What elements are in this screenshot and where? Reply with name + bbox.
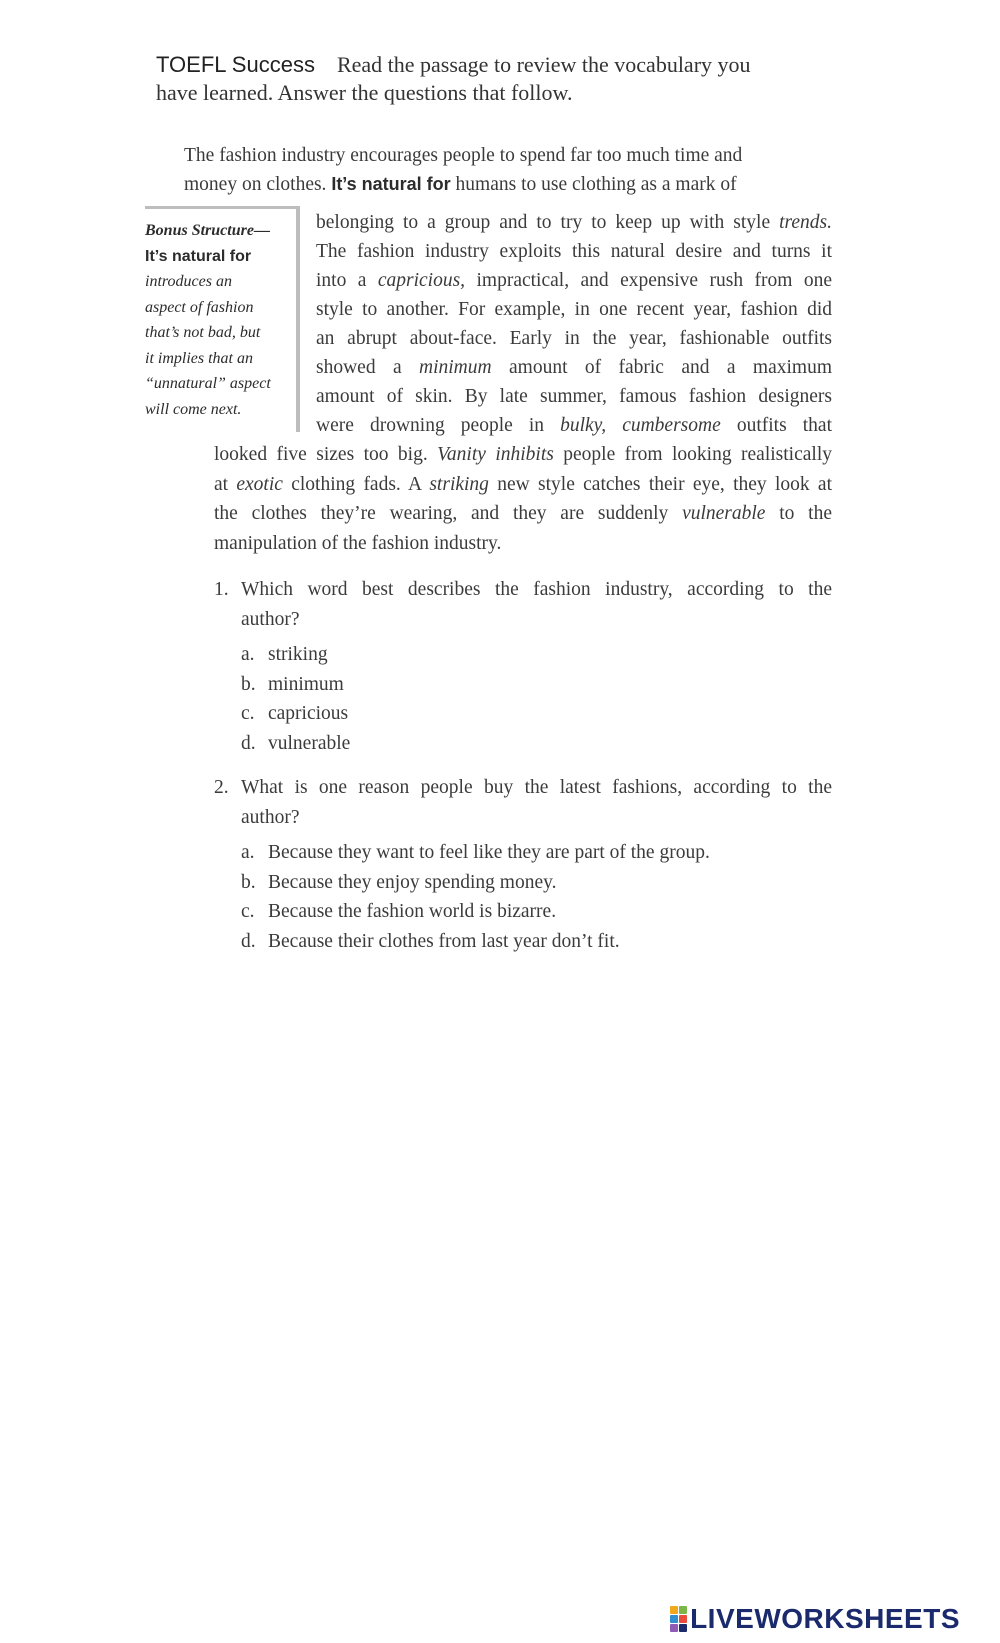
logo-text: LIVEWORKSHEETS: [690, 1603, 960, 1634]
question-text: author?: [241, 807, 300, 828]
option-item[interactable]: b. minimum: [241, 673, 344, 695]
question-number: 2.: [214, 777, 229, 798]
passage-text: money on clothes.: [184, 174, 332, 195]
sidebar-line: will come next.: [145, 400, 242, 418]
passage-text: humans to use clothing as a mark of: [450, 174, 737, 195]
question-text: What is one reason people buy the latest fashions, according to the: [241, 777, 832, 798]
question-1: [214, 575, 832, 758]
sidebar-phrase: It’s natural for: [145, 247, 252, 265]
logo-square: [670, 1615, 678, 1623]
header: [156, 52, 836, 106]
liveworksheets-logo-icon: [670, 1606, 687, 1632]
sidebar-line: introduces an: [145, 273, 232, 290]
option-item[interactable]: a. Because they want to feel like they are part of the group.: [241, 842, 710, 863]
option-item[interactable]: a. striking: [241, 644, 328, 665]
option-item[interactable]: d. Because their clothes from last year don’t fit.: [241, 930, 620, 952]
option-item[interactable]: c. Because the fashion world is bizarre.: [241, 901, 557, 922]
passage-line-5: into a capricious, impractical, and expensive rush from one: [316, 270, 832, 291]
passage-line-8: showed a minimum amount of fabric and a maximum: [316, 357, 833, 378]
sidebar-line: that’s not bad, but: [145, 324, 261, 341]
option-item[interactable]: b. Because they enjoy spending money.: [241, 871, 557, 893]
passage-line-11: looked five sizes too big. Vanity inhibits people from looking realistically: [214, 444, 832, 465]
sidebar-line: aspect of fashion: [145, 298, 254, 316]
passage-line-12: at exotic clothing fads. A striking new style catches their eye, they look at: [214, 473, 832, 495]
passage-line-14: manipulation of the fashion industry.: [214, 532, 502, 554]
bonus-structure-sidebar: [145, 218, 293, 422]
question-number: 1.: [214, 579, 229, 600]
question-1-stem: [214, 575, 832, 635]
sidebar-line: it implies that an: [145, 349, 253, 367]
logo-square: [670, 1606, 678, 1614]
passage-indented-block: [316, 208, 832, 440]
question-1-options: [241, 640, 832, 758]
logo-square: [670, 1624, 678, 1632]
question-text: Which word best describes the fashion industry, according to the: [241, 579, 832, 600]
question-2-stem: [214, 773, 832, 833]
passage-line-9: amount of skin. By late summer, famous fashion designers: [316, 386, 832, 407]
logo-square: [679, 1606, 687, 1614]
header-instruction-line2: have learned. Answer the questions that follow.: [156, 80, 573, 105]
sidebar-line: “unnatural” aspect: [145, 375, 271, 392]
header-label: TOEFL Success: [156, 52, 315, 77]
logo-square: [679, 1615, 687, 1623]
sidebar-top-rule: [145, 206, 300, 209]
sidebar-title: Bonus Structure—: [145, 222, 270, 239]
passage-line-7: an abrupt about-face. Early in the year, fashionable outfits: [316, 328, 832, 349]
logo-square: [679, 1624, 687, 1632]
question-2: [214, 773, 832, 956]
header-instruction-line1: Read the passage to review the vocabulary you: [336, 52, 751, 77]
passage-line-6: style to another. For example, in one recent year, fashion did: [316, 299, 832, 320]
question-text: author?: [241, 609, 300, 630]
option-item[interactable]: c. capricious: [241, 703, 349, 724]
passage-highlight-phrase: It’s natural for: [331, 174, 451, 194]
passage-line-4: The fashion industry exploits this natural desire and turns it: [316, 241, 832, 262]
question-2-options: [241, 838, 832, 956]
passage-line-3: belonging to a group and to try to keep up with style trends.: [316, 212, 832, 233]
passage-line-1: The fashion industry encourages people to spend far too much time and: [184, 145, 743, 166]
option-item[interactable]: d. vulnerable: [241, 732, 351, 754]
passage-full-block: [214, 440, 832, 558]
passage-line-2: [184, 174, 737, 196]
liveworksheets-logo[interactable]: [670, 1603, 960, 1635]
passage-line-10: were drowning people in bulky, cumbersome outfits that: [316, 415, 832, 436]
passage-line-13: the clothes they’re wearing, and they are suddenly vulnerable to the: [214, 503, 832, 524]
sidebar-right-rule: [296, 208, 300, 432]
